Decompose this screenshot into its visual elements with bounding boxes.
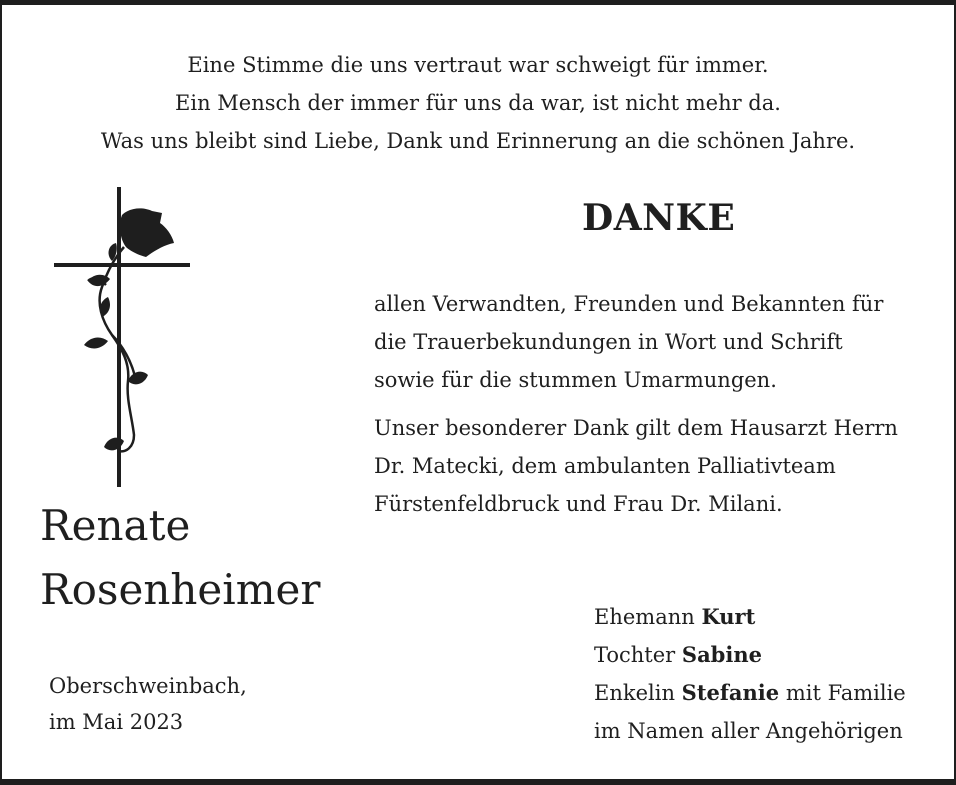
relation-label: Ehemann xyxy=(594,605,695,629)
thanks-paragraph-1 xyxy=(374,285,934,399)
place-and-date xyxy=(49,668,247,740)
family-member-name: Sabine xyxy=(681,642,762,667)
family-line-husband xyxy=(594,598,906,636)
thanks-line: Dr. Matecki, dem ambulanten Palliativteam xyxy=(374,454,836,478)
family-line-granddaughter xyxy=(594,674,906,712)
deceased-last-name: Rosenheimer xyxy=(40,565,321,614)
thanks-line: allen Verwandten, Freunden und Bekannten für xyxy=(374,292,884,316)
place: Oberschweinbach, xyxy=(49,674,247,698)
date: im Mai 2023 xyxy=(49,710,184,734)
cross-with-rose-icon xyxy=(50,185,195,490)
poem-line: Ein Mensch der immer für uns da war, ist nicht mehr da. xyxy=(175,91,781,115)
poem xyxy=(2,46,954,160)
family-member-name: Kurt xyxy=(701,604,756,629)
family-member-name: Stefanie xyxy=(681,680,780,705)
thanks-line: sowie für die stummen Umarmungen. xyxy=(374,368,777,392)
relation-label: Tochter xyxy=(594,643,676,667)
thanks-line: Fürstenfeldbruck und Frau Dr. Milani. xyxy=(374,492,783,516)
family-line-all-relatives: im Namen aller Angehörigen xyxy=(594,719,903,743)
thanks-line: Unser besonderer Dank gilt dem Hausarzt Herrn xyxy=(374,416,898,440)
poem-line: Eine Stimme die uns vertraut war schweigt für immer. xyxy=(187,53,769,77)
thanks-paragraph-2 xyxy=(374,409,934,523)
family-line-daughter xyxy=(594,636,906,674)
relation-label: Enkelin xyxy=(594,681,675,705)
poem-line: Was uns bleibt sind Liebe, Dank und Erinnerung an die schönen Jahre. xyxy=(100,129,856,153)
deceased-first-name: Renate xyxy=(40,501,191,550)
relation-suffix: mit Familie xyxy=(785,681,906,705)
thanks-line: die Trauerbekundungen in Wort und Schrift xyxy=(374,330,843,354)
family-signature xyxy=(594,598,906,750)
heading-danke: DANKE xyxy=(582,197,736,239)
